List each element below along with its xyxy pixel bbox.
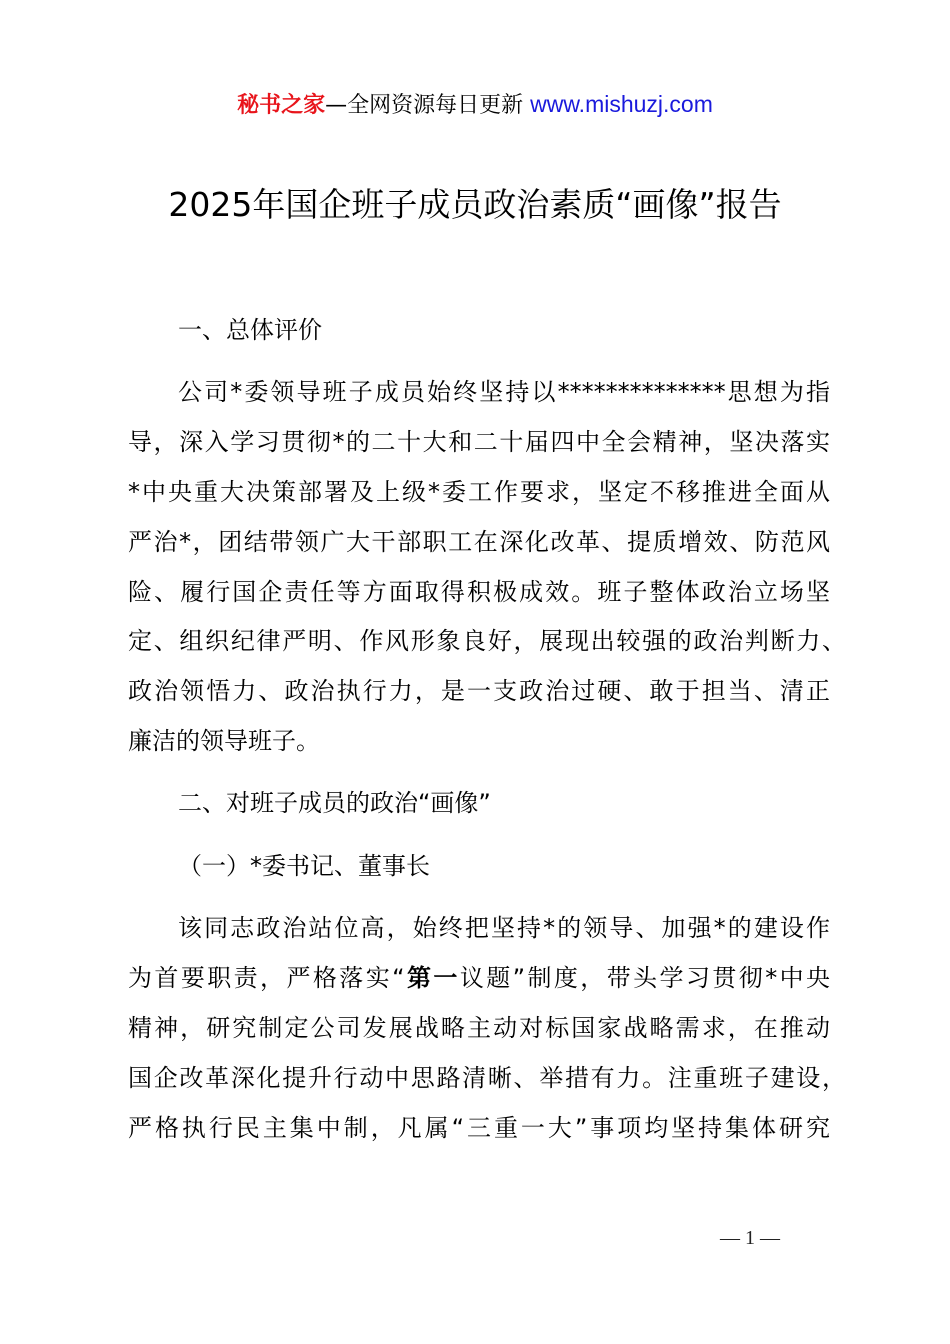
header-url-link[interactable]: www.mishuzj.com [530,91,713,117]
paragraph-line: 政治领悟力、政治执行力，是一支政治过硬、敢于担当、清正 [128,677,830,705]
site-header [0,88,950,122]
paragraph-line: 国企改革深化提升行动中思路清晰、举措有力。注重班子建设， [128,1064,846,1092]
section-heading-2: 二、对班子成员的政治“画像” [178,789,491,817]
paragraph-line: 导，深入学习贯彻*的二十大和二十届四中全会精神，坚决落实 [128,428,830,456]
subsection-heading: （一）*委书记、董事长 [178,852,430,880]
bold-text-segment: 第一 [404,964,460,992]
paragraph-line: 险、履行国企责任等方面取得积极成效。班子整体政治立场坚 [128,578,830,606]
page-number: — 1 — [720,1227,780,1249]
paragraph-line: 定、组织纪律严明、作风形象良好，展现出较强的政治判断力、 [128,627,846,655]
paragraph-line: 廉洁的领导班子。 [128,727,320,755]
paragraph-line [128,961,830,995]
document-title: 2025年国企班子成员政治素质“画像”报告 [168,185,782,224]
paragraph-line: 公司*委领导班子成员始终坚持以**************思想为指 [178,378,830,406]
text-segment: 为首要职责，严格落实“ [128,964,405,992]
paragraph-line: *中央重大决策部署及上级*委工作要求，坚定不移推进全面从 [128,478,830,506]
paragraph-line: 该同志政治站位高，始终把坚持*的领导、加强*的建设作 [178,914,830,942]
section-heading-1: 一、总体评价 [178,316,322,344]
paragraph-line: 严格执行民主集中制，凡属“三重一大”事项均坚持集体研究 [128,1114,830,1142]
header-tagline: —全网资源每日更新 [325,93,531,118]
paragraph-line: 精神，研究制定公司发展战略主动对标国家战略需求，在推动 [128,1014,830,1042]
paragraph-line: 严治*，团结带领广大干部职工在深化改革、提质增效、防范风 [128,528,830,556]
text-segment: 议题”制度，带头学习贯彻*中央 [459,964,831,992]
brand-name: 秘书之家 [237,93,326,118]
